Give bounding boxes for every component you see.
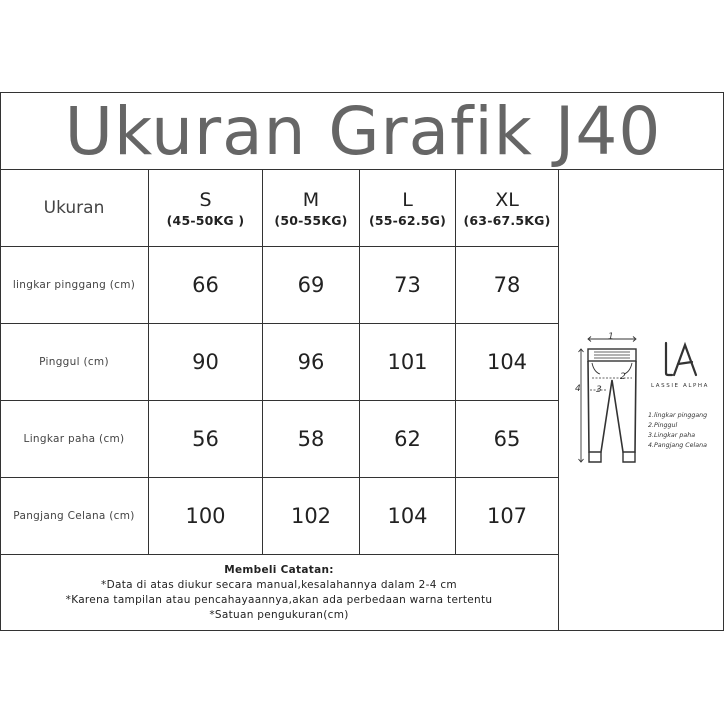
table-row-label: Lingkar paha (cm)	[23, 433, 125, 445]
page-title: Ukuran Grafik J40	[64, 92, 662, 170]
table-row-label: Pinggul (cm)	[39, 356, 109, 368]
size-name: XL	[495, 188, 519, 211]
size-header-xl	[456, 170, 558, 246]
header-label: Ukuran	[43, 198, 105, 218]
table-row-label: lingkar pinggang (cm)	[12, 279, 136, 291]
notes-line: *Karena tampilan atau pencahayaannya,akan ada perbedaan warna tertentu	[65, 594, 493, 606]
table-cell: 107	[486, 504, 528, 528]
diagram-label-1: 1	[608, 332, 614, 342]
table-cell: 101	[387, 350, 428, 374]
size-header-l	[360, 170, 455, 246]
header-label-cell	[0, 170, 148, 246]
legend-item: 3.Lingkar paha	[648, 432, 696, 439]
legend-item: 2.Pinggul	[648, 422, 678, 429]
table-cell: 69	[297, 273, 325, 297]
size-name: L	[402, 188, 413, 211]
diagram-label-3: 3	[596, 385, 602, 395]
size-range: (45-50KG )	[166, 212, 245, 228]
size-name: S	[199, 188, 212, 211]
size-name: M	[302, 188, 320, 211]
size-range: (50-55KG)	[274, 212, 348, 228]
size-range: (55-62.5G)	[368, 212, 447, 228]
table-cell: 56	[192, 427, 219, 451]
legend-item: 4.Pangjang Celana	[648, 442, 707, 449]
notes-section	[0, 555, 558, 631]
notes-line: *Satuan pengukuran(cm)	[209, 609, 349, 621]
brand-logo	[644, 340, 716, 389]
table-cell: 96	[297, 350, 325, 374]
notes-line: *Data di atas diukur secara manual,kesalahannya dalam 2-4 cm	[101, 579, 457, 591]
table-cell: 100	[185, 504, 226, 528]
size-range: (63-67.5KG)	[463, 212, 551, 228]
pants-diagram	[572, 330, 646, 466]
grid-line	[558, 169, 559, 631]
table-cell: 104	[387, 504, 428, 528]
size-header-s	[149, 170, 262, 246]
table-cell: 102	[290, 504, 332, 528]
size-header-m	[263, 170, 359, 246]
table-cell: 73	[394, 273, 421, 297]
brand-name: LASSIE ALPHA	[650, 383, 710, 389]
legend-item: 1.lingkar pinggang	[648, 412, 708, 419]
notes-title: Membeli Catatan:	[224, 564, 334, 576]
measurement-legend	[648, 411, 707, 451]
lassie-alpha-logo-icon	[658, 340, 702, 378]
table-cell: 90	[192, 350, 219, 374]
table-cell: 104	[486, 350, 528, 374]
table-cell: 65	[493, 427, 521, 451]
table-row-label: Pangjang Celana (cm)	[13, 510, 135, 522]
diagram-label-4: 4	[575, 384, 581, 394]
diagram-label-2: 2	[620, 372, 626, 382]
table-cell: 78	[493, 273, 521, 297]
table-cell: 62	[394, 427, 421, 451]
table-cell: 58	[297, 427, 325, 451]
table-cell: 66	[192, 273, 219, 297]
